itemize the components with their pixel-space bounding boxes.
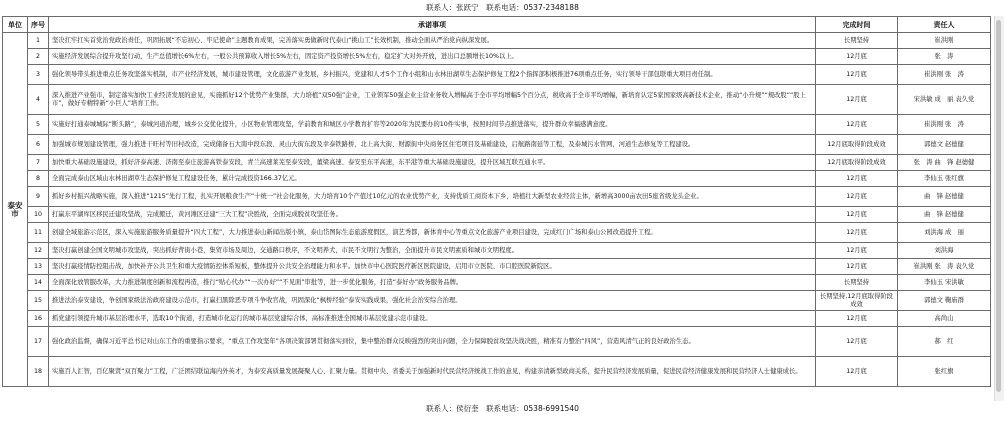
row-num: 14 <box>28 275 49 291</box>
row-item: 抓好乡村振兴战略实施，深入推进“1215”先行工程，扎实开展粮食生产“十统一”社会化服务，大力培育10个产值过10亿元的农业优势产业，支持优质工商资本下乡，培植壮大新型农业经营主体，新增高3000亩农田5座省级龙头企业。 <box>49 187 816 207</box>
row-owner: 郝 红 <box>898 327 991 357</box>
commitments-table <box>2 16 991 387</box>
table-row <box>3 243 991 259</box>
row-time: 12月底 <box>816 327 898 357</box>
row-num: 4 <box>28 85 49 115</box>
row-time: 12月底 <box>816 311 898 327</box>
header-num: 序号 <box>28 17 49 33</box>
row-item: 坚决打赢疫情防控阻击战，加快补齐公共卫生和重大疫情防控体系短板，整体提升公共安全治理能力和水平。加快市中心医院医疗新区医院建设，启用市立医院、市口腔医院新院区。 <box>49 259 816 275</box>
row-num: 10 <box>28 207 49 223</box>
row-item: 加强城市规划建设管理，强力推进干旺村等旧村改造，完成储备石大南中段东段、灵山大街东段及幸泰铁路桥，北上高大街、财源街中央商务区住宅项目及基础建设，启航路南延等工程，及泰城污水管网，河道生态修复等工程建设。 <box>49 135 816 155</box>
row-owner: 曲 锋 赵德健 <box>898 207 991 223</box>
scrollbar-thumb[interactable] <box>996 20 1001 392</box>
table-row <box>3 223 991 243</box>
row-owner: 张 涛 <box>898 49 991 65</box>
header-time: 完成时间 <box>816 17 898 33</box>
table-header-row <box>3 17 991 33</box>
row-num: 17 <box>28 327 49 357</box>
table-row <box>3 135 991 155</box>
row-item: 坚决扛牢扛实首党治党政治责任，巩固拓展“不忘初心、牢记使命”主题教育成果，完善落实勇做新时代泰山“挑山工”长效机制，推动全面从严治党向纵深发展。 <box>49 33 816 49</box>
row-owner: 崔洪刚 <box>898 33 991 49</box>
contact-top: 联系人：张跃宁 联系电话：0537-2348188 <box>426 3 579 12</box>
table-row <box>3 115 991 135</box>
table-row <box>3 207 991 223</box>
row-time: 12月底 <box>816 357 898 387</box>
row-num: 11 <box>28 223 49 243</box>
row-num: 18 <box>28 357 49 387</box>
row-owner: 刘洪海 成 丽 <box>898 223 991 243</box>
row-item: 强化领导带头推进重点任务攻坚落实机制，市产业经济发展，城市建设管理，文化旅游产业发展，乡村振兴，党建和人才5个工作小组和山水林田湖草生态保护修复工程2个指挥部积极推进76项重点任务，实行领导干部包联重大项目责任制。 <box>49 65 816 85</box>
unit-city: 泰安市 <box>3 33 28 387</box>
table-row <box>3 357 991 387</box>
row-num: 8 <box>28 171 49 187</box>
row-num: 16 <box>28 311 49 327</box>
row-num: 6 <box>28 135 49 155</box>
row-item: 实施经济发展综合提升攻坚行动，生产总值增长6%左右，一般公共预算收入增长5%左右，固定资产投资增长5%左右，稳定扩大对外开放，进出口总额增长10%以上。 <box>49 49 816 65</box>
row-time: 长期坚持 <box>816 275 898 291</box>
row-item: 实施百人汇智，百亿聚贤“双百聚力”工程，广泛团结联谊海内外英才，为泰安高质量发展凝聚人心、汇聚力量。贯彻中央、省委关于加强新时代民营经济统战工作的意见，构建亲清新型政商关系，提升民营经济发展质量，促进民营经济健康发展和民营经济人士健康成长。 <box>49 357 816 387</box>
row-time: 12月底 <box>816 115 898 135</box>
row-item: 推进法治泰安建设，争创国家级法治政府建设示范市，打赢扫黑除恶专项斗争收官战，巩固深化“枫桥经验”泰安实践成果，强化社会治安综合治理。 <box>49 291 816 311</box>
header-owner: 责任人 <box>898 17 991 33</box>
row-num: 3 <box>28 65 49 85</box>
table-row <box>3 311 991 327</box>
contact-bottom: 联系人：侯衍奎 联系电话：0538-6991540 <box>426 404 579 413</box>
row-owner: 崔洪刚 张 涛 <box>898 65 991 85</box>
row-item: 打赢东平湖库区移民迁建攻坚战，完成搬迁，黄河滩区迁建“三大工程”决胜战，全面完成脱贫攻坚任务。 <box>49 207 816 223</box>
row-time: 长期坚持,12月底取得阶段成效 <box>816 291 898 311</box>
row-item: 抓党建引领提升城市基层治理水平，选取10个街道，打造城市化运行的城市基层党建综合体，高标准推进全国城市基层党建示范市建设。 <box>49 311 816 327</box>
row-num: 2 <box>28 49 49 65</box>
row-owner: 郭德文 鞠庙群 <box>898 291 991 311</box>
table-row <box>3 187 991 207</box>
table-row <box>3 65 991 85</box>
table-row <box>3 171 991 187</box>
row-item: 实施好打通泰城城际“断头路”，泰城河道治理，城乡公交优化提升，小区物业管理攻坚，学前教育和城区小学教育扩容等2020年为民要办的10件实事，按照时间节点推进落实，提升群众幸福感满意度。 <box>49 115 816 135</box>
row-num: 13 <box>28 259 49 275</box>
row-item: 深入推进产业强市，制定落实加快工业经济发展的意见，实施抓好12个优势产业集群，大力培植“双50强”企业，工业领军50强企业主营业务收入增幅高于全市平均增幅5个百分点，税收高于全市平均增幅，新培育认定5家国家级高新技术企业，推动“小升规”“规改股”“股上市”，做好专精特新“小巨人”培育工作。 <box>49 85 816 115</box>
row-item: 加快重大基础设施建设，抓好济泰高速、济南至泰庄旅游高铁泰安段，青兰高速莱芜至泰安段，董梁高速、泰安至东平高速，东平港等重大基础设施建设，提升区域互联互通水平。 <box>49 155 816 171</box>
header-unit: 单位 <box>3 17 28 33</box>
row-owner: 崔洪刚 张 涛 袁久党 <box>898 259 991 275</box>
row-num: 9 <box>28 187 49 207</box>
table-row <box>3 155 991 171</box>
row-time: 12月底 <box>816 65 898 85</box>
row-time: 长期坚持 <box>816 33 898 49</box>
row-time: 12月底 <box>816 243 898 259</box>
row-item: 全面完成泰山区域山水林田湖草生态保护修复工程建设任务，累计完成投资166.37亿元。 <box>49 171 816 187</box>
row-owner: 张红旗 <box>898 357 991 387</box>
row-num: 12 <box>28 243 49 259</box>
row-num: 15 <box>28 291 49 311</box>
row-time: 12月底取得阶段成效 <box>816 155 898 171</box>
row-time: 12月底取得阶段成效 <box>816 135 898 155</box>
row-owner: 高尚山 <box>898 311 991 327</box>
row-owner: 曲 锋 赵德健 <box>898 187 991 207</box>
row-time: 12月底 <box>816 187 898 207</box>
row-num: 7 <box>28 155 49 171</box>
row-item: 全面深化放管服改革，大力推进制度创新和流程再造，推行“贴心代办”“一次办好”“不见面”审批等，进一步优化服务，打造“泰好办”政务服务品牌。 <box>49 275 816 291</box>
table-row <box>3 85 991 115</box>
header-item: 承诺事项 <box>49 17 816 33</box>
table-row <box>3 49 991 65</box>
row-owner: 宋洪敏 成 丽 袁久党 <box>898 85 991 115</box>
row-item: 强化政治监督，确保习近平总书记对山东工作的重要指示要求，“重点工作攻坚年”各项决策部署贯彻落实到位，集中整治群众反映强烈的突出问题，全力保障脱贫攻坚决战决胜，精准有力整治“四风”，营造风清气正的良好政治生态。 <box>49 327 816 357</box>
row-item: 坚决打赢创建全国文明城市攻坚战，突出抓好背街小巷，集贸市场及周边，交通路口秩序，不文明养犬，市民不文明行为整治，全面提升市民文明素质和城市文明程度。 <box>49 243 816 259</box>
row-time: 12月底 <box>816 223 898 243</box>
row-time: 12月底 <box>816 49 898 65</box>
row-owner: 李仙玉 张红旗 <box>898 171 991 187</box>
table-row <box>3 33 991 49</box>
table-row <box>3 275 991 291</box>
row-owner: 崔洪刚 张 涛 <box>898 115 991 135</box>
row-item: 创建全域旅游示范区，深入实施旅游服务质量提升“四大工程”，大力推进泰山新闻出版小镇，泰山岱图际生态旅游度假区，演艺秀都，新体育中心等重点文化旅游产业项目建设，完成红门广场和泰山公园改造提升工程。 <box>49 223 816 243</box>
row-time: 12月底 <box>816 85 898 115</box>
row-num: 5 <box>28 115 49 135</box>
row-time: 12月底 <box>816 171 898 187</box>
row-num: 1 <box>28 33 49 49</box>
row-owner: 郭德文 赵德健 <box>898 135 991 155</box>
row-time: 12月底 <box>816 207 898 223</box>
row-owner: 张 涛 曲 锋 赵德健 <box>898 155 991 171</box>
row-time: 12月底 <box>816 259 898 275</box>
row-owner: 刘洪海 <box>898 243 991 259</box>
table-row <box>3 259 991 275</box>
table-row <box>3 291 991 311</box>
table-row <box>3 327 991 357</box>
row-owner: 李仙玉 宋洪敏 <box>898 275 991 291</box>
